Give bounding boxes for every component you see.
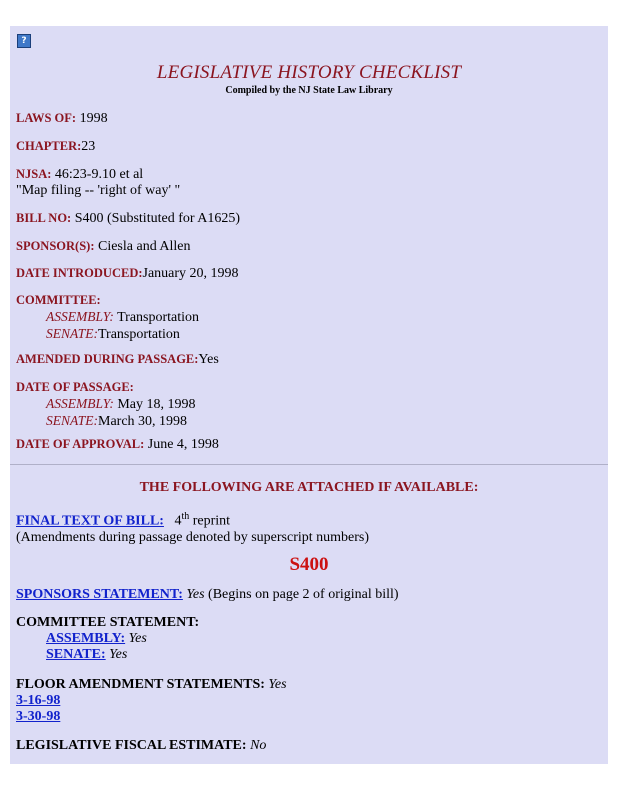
- sponsors-statement-row: [16, 587, 399, 603]
- committee-statement-senate-link[interactable]: SENATE:: [46, 647, 106, 662]
- divider: [10, 464, 608, 465]
- passage-senate-label: SENATE:: [46, 413, 98, 428]
- floor-amendment-label: FLOOR AMENDMENT STATEMENTS:: [16, 677, 265, 692]
- amended-row: [16, 351, 219, 368]
- date-introduced-row: [16, 265, 239, 282]
- committee-statement-assembly-value: Yes: [128, 631, 147, 646]
- attached-heading: THE FOLLOWING ARE ATTACHED IF AVAILABLE:: [139, 480, 479, 495]
- njsa-label: NJSA:: [16, 167, 52, 181]
- page-subtitle: Compiled by the NJ State Law Library: [225, 85, 393, 96]
- date-introduced-value: January 20, 1998: [142, 266, 239, 281]
- amended-value: Yes: [198, 352, 219, 367]
- committee-statement-senate-value: Yes: [109, 647, 128, 662]
- sponsors-statement-link[interactable]: SPONSORS STATEMENT:: [16, 587, 183, 602]
- committee-senate-label: SENATE:: [46, 326, 98, 341]
- approval-row: [16, 436, 219, 453]
- laws-of-label: LAWS OF:: [16, 111, 77, 125]
- committee-statement-assembly-link[interactable]: ASSEMBLY:: [46, 631, 126, 646]
- njsa-row: [16, 166, 180, 199]
- reprint-ordinal: th: [181, 511, 190, 522]
- final-text-link[interactable]: FINAL TEXT OF BILL:: [16, 513, 164, 529]
- fiscal-estimate-value: No: [250, 738, 267, 753]
- passage-senate-value: March 30, 1998: [98, 414, 188, 429]
- bill-no-label: BILL NO:: [16, 211, 72, 225]
- passage-assembly-value: May 18, 1998: [117, 397, 196, 412]
- amendments-note: (Amendments during passage denoted by superscript numbers): [16, 529, 370, 545]
- sponsors-statement-value: Yes: [186, 587, 205, 602]
- sponsors-value: Ciesla and Allen: [97, 239, 191, 254]
- passage-label: DATE OF PASSAGE:: [16, 380, 134, 394]
- njsa-description: "Map filing -- 'right of way' ": [16, 183, 181, 198]
- amended-label: AMENDED DURING PASSAGE:: [16, 352, 199, 366]
- date-introduced-label: DATE INTRODUCED:: [16, 266, 143, 280]
- floor-amendment-row: [16, 677, 287, 725]
- committee-row: [16, 292, 199, 343]
- bill-id: S400: [289, 554, 329, 575]
- sponsors-statement-note: (Begins on page 2 of original bill): [208, 587, 399, 602]
- fiscal-estimate-label: LEGISLATIVE FISCAL ESTIMATE:: [16, 738, 247, 753]
- committee-statement-row: [16, 615, 199, 663]
- committee-label: COMMITTEE:: [16, 293, 101, 307]
- chapter-value: 23: [81, 139, 96, 154]
- page-title: LEGISLATIVE HISTORY CHECKLIST: [156, 62, 462, 83]
- fiscal-estimate-row: [16, 738, 266, 754]
- committee-senate-value: Transportation: [98, 327, 180, 342]
- approval-value: June 4, 1998: [147, 437, 219, 452]
- floor-amendment-link-1[interactable]: 3-16-98: [16, 693, 61, 708]
- floor-amendment-link-2[interactable]: 3-30-98: [16, 709, 61, 724]
- bill-no-row: [16, 210, 240, 227]
- chapter-label: CHAPTER:: [16, 139, 82, 153]
- laws-of-row: [16, 110, 108, 127]
- laws-of-value: 1998: [79, 111, 108, 126]
- floor-amendment-value: Yes: [268, 677, 287, 692]
- committee-assembly-label: ASSEMBLY:: [46, 309, 114, 324]
- checklist-panel: [10, 26, 608, 764]
- passage-assembly-label: ASSEMBLY:: [46, 396, 114, 411]
- njsa-value: 46:23-9.10 et al: [54, 167, 144, 182]
- reprint-word: reprint: [192, 513, 231, 529]
- passage-row: [16, 379, 196, 430]
- committee-statement-label: COMMITTEE STATEMENT:: [16, 615, 200, 630]
- reprint-number: 4: [174, 513, 182, 529]
- final-text-row: [16, 509, 369, 546]
- help-icon[interactable]: ?: [17, 34, 31, 48]
- approval-label: DATE OF APPROVAL:: [16, 437, 145, 451]
- sponsors-label: SPONSOR(S):: [16, 239, 95, 253]
- committee-assembly-value: Transportation: [117, 310, 200, 325]
- sponsors-row: [16, 238, 191, 255]
- chapter-row: [16, 138, 95, 155]
- bill-no-value: S400 (Substituted for A1625): [74, 211, 241, 226]
